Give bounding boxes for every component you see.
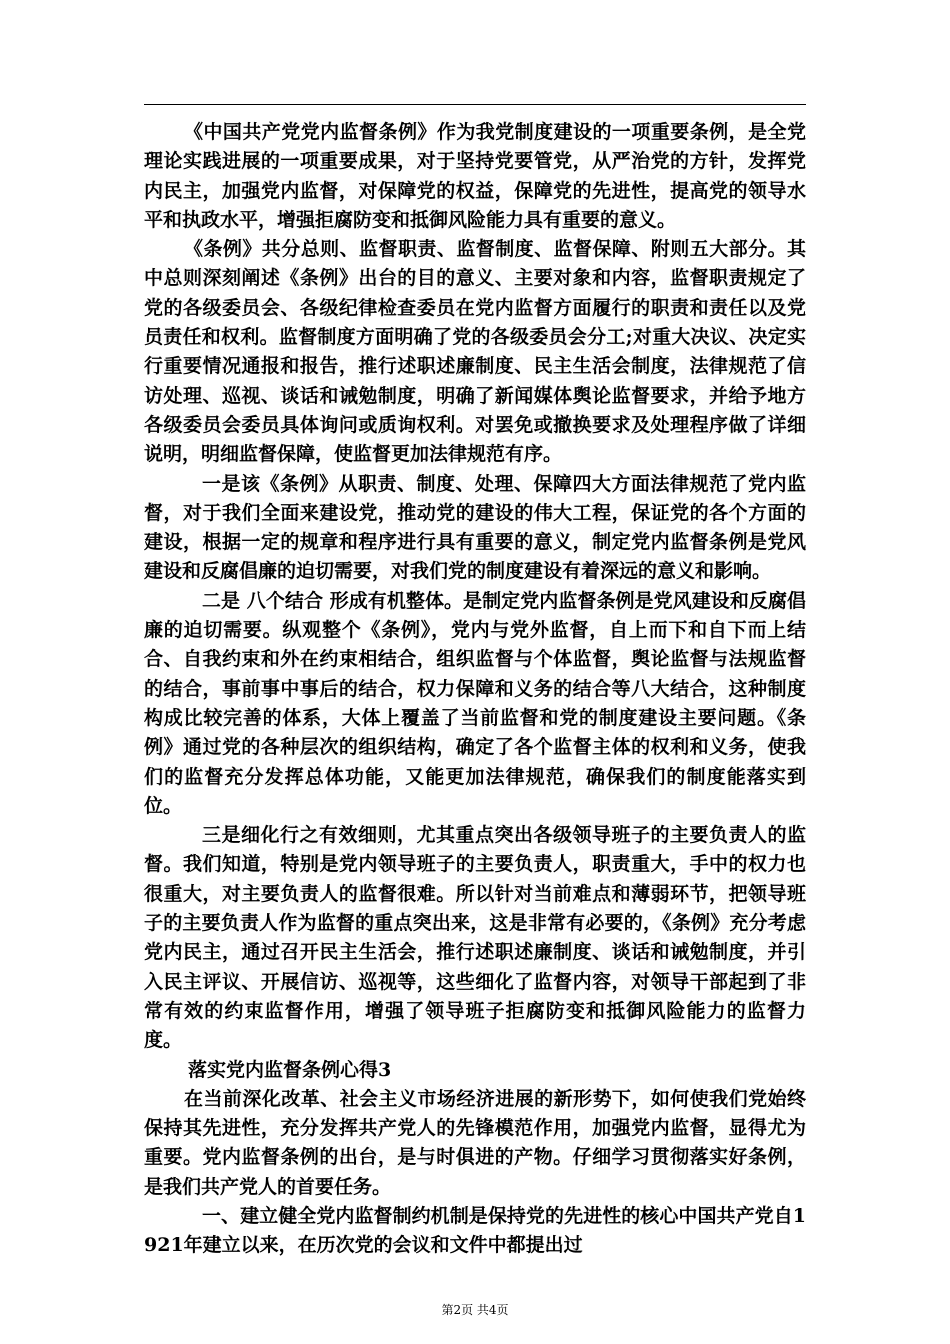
paragraph-5: 三是细化行之有效细则，尤其重点突出各级领导班子的主要负责人的监督。我们知道，特别是党内领导班子的主要负责人，职责重大，手中的权力也很重大，对主要负责人的监督很难。所以针对当前难点和薄弱环节，把领导班子的主要负责人作为监督的重点突出来，这是非常有必要的，《条例》充分考虑党内民主，通过召开民主生活会，推行述职述廉制度、谈话和诫勉制度，并引入民主评议、开展信访、巡视等，这些细化了监督内容，对领导干部起到了非常有效的约束监督作用，增强了领导班子拒腐防变和抵御风险能力的监督力度。 [144,824,806,1052]
paragraph-2: 《条例》共分总则、监督职责、监督制度、监督保障、附则五大部分。其中总则深刻阐述《条例》出台的目的意义、主要对象和内容，监督职责规定了党的各级委员会、各级纪律检查委员在党内监督方面履行的职责和责任以及党员责任和权利。监督制度方面明确了党的各级委员会分工;对重大决议、决定实行重要情况通报和报告，推行述职述廉制度、民主生活会制度，法律规范了信访处理、巡视、谈话和诫勉制度，明确了新闻媒体舆论监督要求，并给予地方各级委员会委员具体询问或质询权利。对罢免或撤换要求及处理程序做了详细说明，明细监督保障，使监督更加法律规范有序。 [144,238,806,466]
paragraph-6: 在当前深化改革、社会主义市场经济进展的新形势下，如何使我们党始终保持其先进性，充分发挥共产党人的先锋模范作用，加强党内监督，显得尤为重要。党内监督条例的出台，是与时俱进的产物。仔细学习贯彻落实好条例，是我们共产党人的首要任务。 [144,1087,806,1198]
paragraph-1: 《中国共产党党内监督条例》作为我党制度建设的一项重要条例，是全党理论实践进展的一项重要成果，对于坚持党要管党，从严治党的方针，发挥党内民主，加强党内监督，对保障党的权益，保障党的先进性，提高党的领导水平和执政水平，增强拒腐防变和抵御风险能力具有重要的意义。 [144,121,806,231]
document-body [144,118,806,1261]
paragraph-7: 一、建立健全党内监督制约机制是保持党的先进性的核心中国共产党自1921年建立以来，在历次党的会议和文件中都提出过 [144,1204,806,1257]
paragraph-3: 一是该《条例》从职责、制度、处理、保障四大方面法律规范了党内监督，对于我们全面来建设党，推动党的建设的伟大工程，保证党的各个方面的建设，根据一定的规章和程序进行具有重要的意义，制定党内监督条例是党风建设和反腐倡廉的迫切需要，对我们党的制度建设有着深远的意义和影响。 [144,472,806,583]
page-number-footer: 第2页 共4页 [441,1303,509,1317]
section-heading: 落实党内监督条例心得3 [188,1058,392,1081]
paragraph-4: 二是 八个结合 形成有机整体。是制定党内监督条例是党风建设和反腐倡廉的迫切需要。纵观整个《条例》，党内与党外监督，自上而下和自下而上结合、自我约束和外在约束相结合，组织监督与个体监督，舆论监督与法规监督的结合，事前事中事后的结合，权力保障和义务的结合等八大结合，这种制度构成比较完善的体系，大体上覆盖了当前监督和党的制度建设主要问题。《条例》通过党的各种层次的组织结构，确定了各个监督主体的权利和义务，使我们的监督充分发挥总体功能，又能更加法律规范，确保我们的制度能落实到位。 [144,589,806,817]
header-rule [144,104,806,105]
